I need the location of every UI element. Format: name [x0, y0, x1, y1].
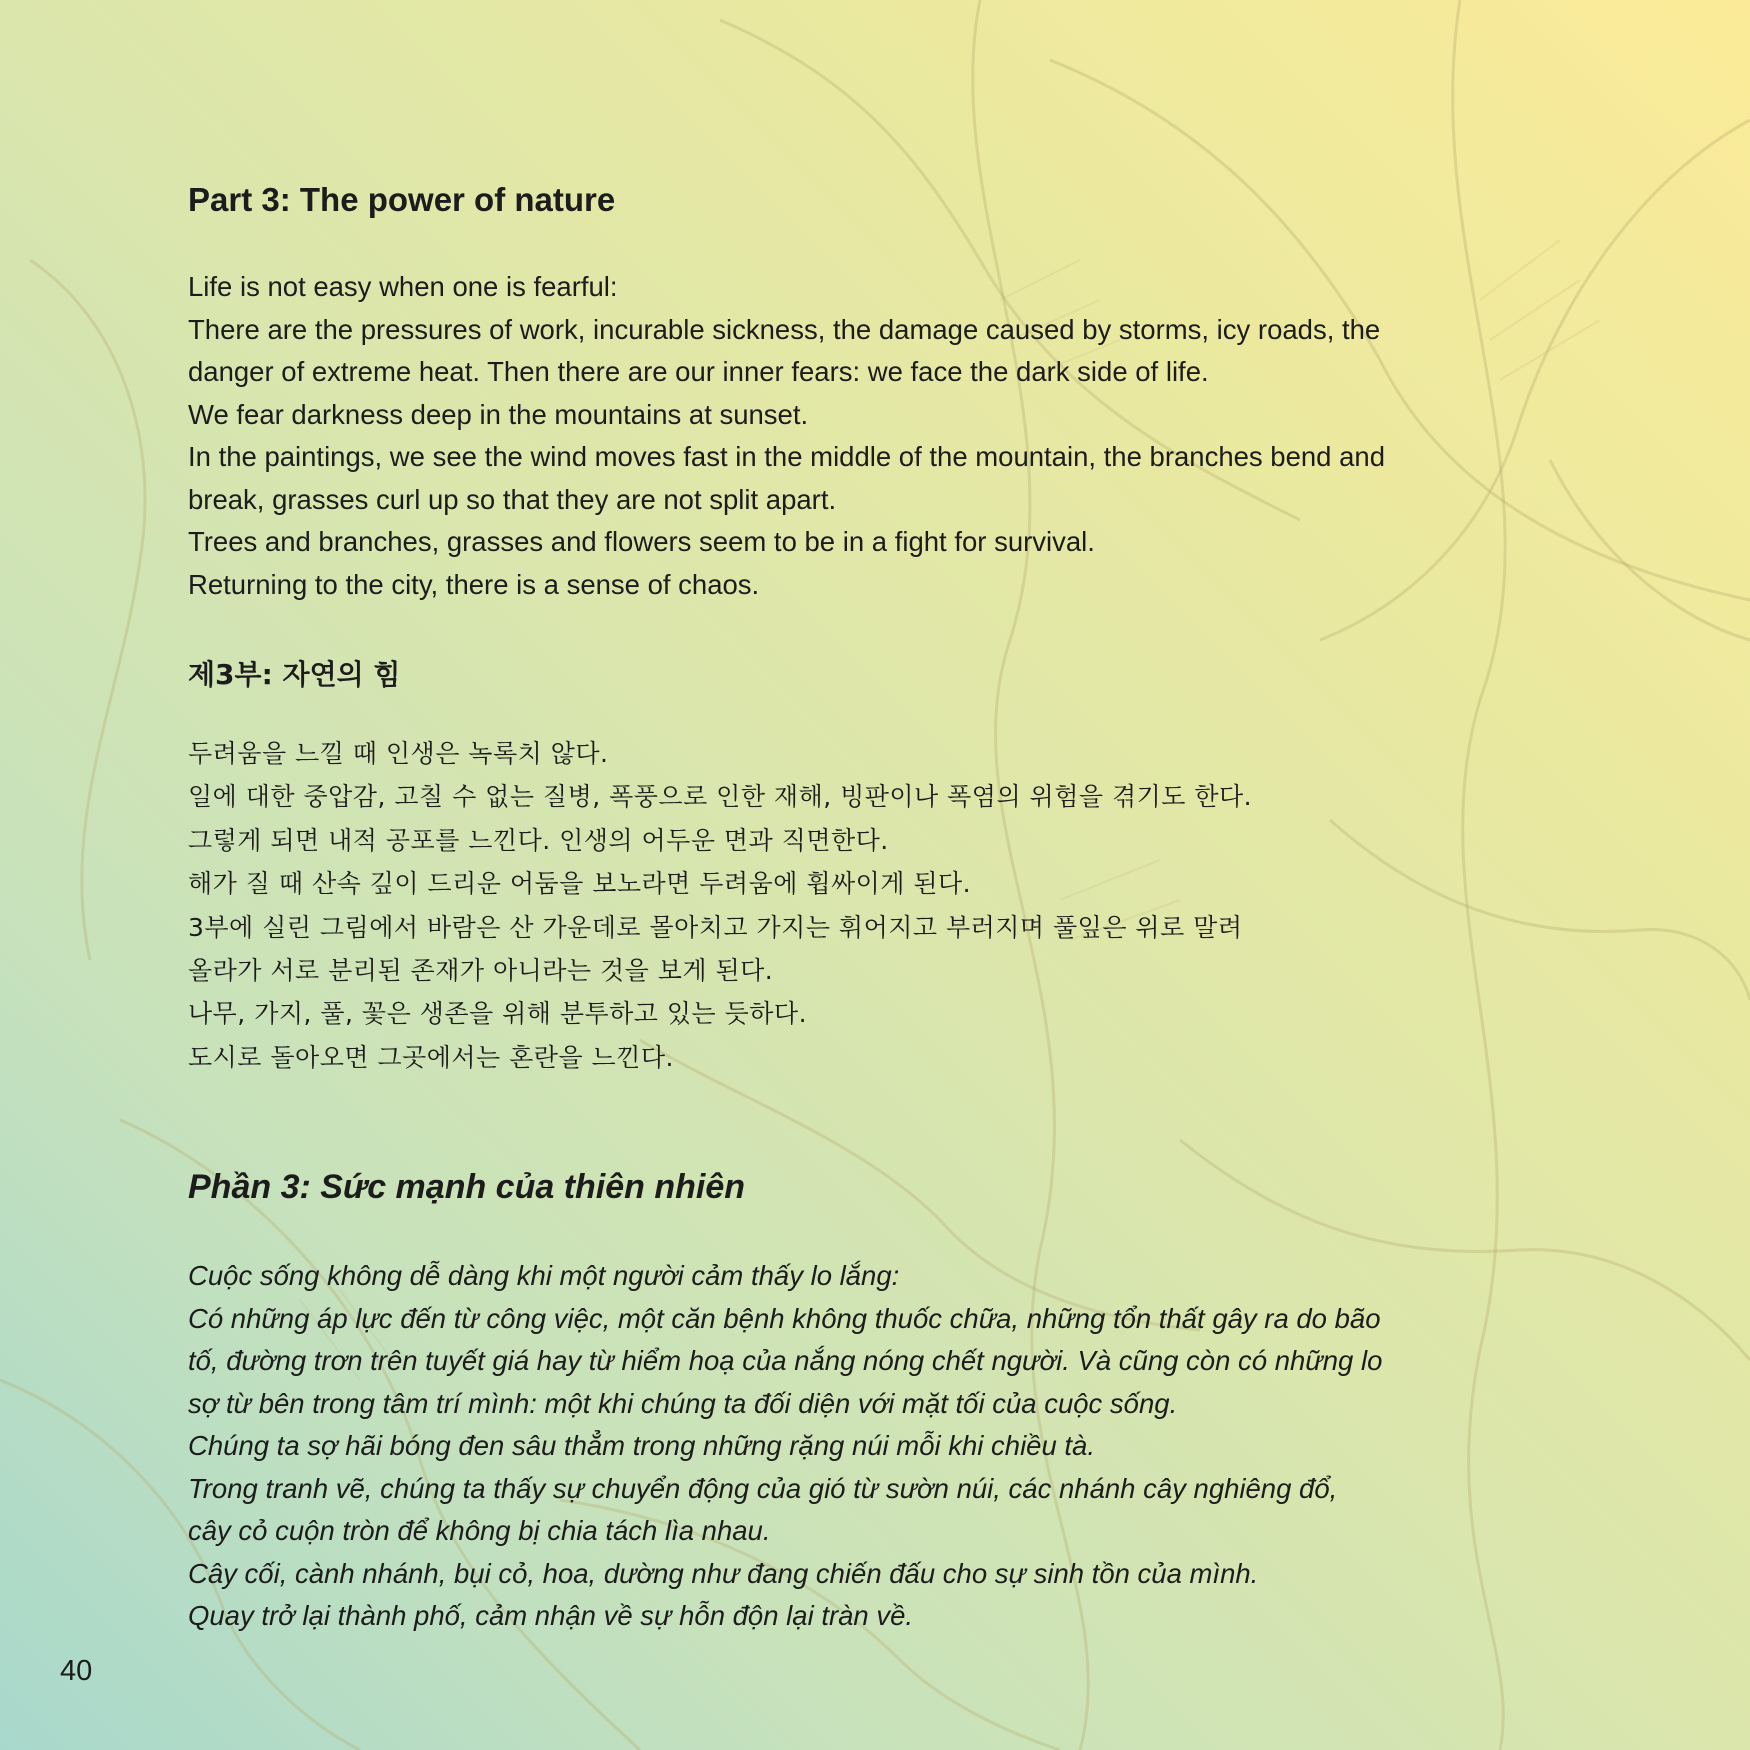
body-text-english: [188, 266, 1518, 606]
paragraph-line: Cuộc sống không dễ dàng khi một người cảm thấy lo lắng:: [188, 1260, 900, 1291]
paragraph-line: break, grasses curl up so that they are not split apart.: [188, 483, 837, 515]
paragraph-line: Quay trở lại thành phố, cảm nhận về sự hỗn độn lại tràn về.: [188, 1600, 914, 1631]
paragraph-line: 도시로 돌아오면 그곳에서는 혼란을 느낀다.: [188, 1042, 674, 1072]
paragraph-line: Life is not easy when one is fearful:: [188, 271, 618, 302]
body-text-korean: [188, 732, 1518, 1079]
paragraph-line: Cây cối, cành nhánh, bụi cỏ, hoa, dường như đang chiến đấu cho sự sinh tồn của mình.: [188, 1557, 1259, 1589]
paragraph-line: 나무, 가지, 풀, 꽃은 생존을 위해 분투하고 있는 듯하다.: [188, 999, 808, 1029]
paragraph-line: cây cỏ cuộn tròn để không bị chia tách lìa nhau.: [188, 1515, 771, 1546]
paragraph-line: We fear darkness deep in the mountains at sunset.: [188, 398, 809, 430]
paragraph-line: 그렇게 되면 내적 공포를 느낀다. 인생의 어두운 면과 직면한다.: [188, 825, 889, 855]
paragraph-line: Trong tranh vẽ, chúng ta thấy sự chuyển động của gió từ sườn núi, các nhánh cây nghiêng đổ,: [188, 1472, 1338, 1504]
paragraph-line: 해가 질 때 산속 깊이 드리운 어둠을 보노라면 두려움에 휩싸이게 된다.: [188, 869, 972, 899]
section-title-korean: 제3부: 자연의 힘: [188, 658, 401, 691]
paragraph-line: tố, đường trơn trên tuyết giá hay từ hiểm hoạ của nắng nóng chết người. Và cũng còn có những lo: [188, 1345, 1383, 1376]
paragraph-line: 두려움을 느낄 때 인생은 녹록치 않다.: [188, 739, 609, 768]
art-stroke: [30, 260, 145, 960]
paragraph-line: 3부에 실린 그림에서 바람은 산 가운데로 몰아치고 가지는 휘어지고 부러지며 풀잎은 위로 말려: [188, 912, 1243, 942]
paragraph-line: danger of extreme heat. Then there are our inner fears: we face the dark side of life.: [188, 356, 1209, 387]
section-title-vietnamese: Phần 3: Sức mạnh của thiên nhiên: [188, 1168, 746, 1206]
paragraph-line: In the paintings, we see the wind moves fast in the middle of the mountain, the branches bend and: [188, 441, 1386, 472]
page-number: 40: [60, 1655, 93, 1687]
paragraph-line: 올라가 서로 분리된 존재가 아니라는 것을 보게 된다.: [188, 956, 774, 986]
paragraph-line: There are the pressures of work, incurable sickness, the damage caused by storms, icy roads, the: [188, 313, 1381, 345]
paragraph-line: Có những áp lực đến từ công việc, một căn bệnh không thuốc chữa, những tổn thất gây ra do bão: [188, 1302, 1381, 1334]
paragraph-line: Chúng ta sợ hãi bóng đen sâu thẳm trong những rặng núi mỗi khi chiều tà.: [188, 1430, 1095, 1461]
body-text-vietnamese: [188, 1255, 1518, 1638]
art-stroke: [1550, 460, 1750, 640]
paragraph-line: 일에 대한 중압감, 고칠 수 없는 질병, 폭풍으로 인한 재해, 빙판이나 폭염의 위험을 겪기도 한다.: [188, 782, 1253, 812]
paragraph-line: Trees and branches, grasses and flowers seem to be in a fight for survival.: [188, 526, 1095, 557]
paragraph-line: Returning to the city, there is a sense of chaos.: [188, 568, 760, 600]
paragraph-line: sợ từ bên trong tâm trí mình: một khi chúng ta đối diện với mặt tối của cuộc sống.: [188, 1387, 1178, 1419]
section-title-english: Part 3: The power of nature: [188, 181, 616, 218]
